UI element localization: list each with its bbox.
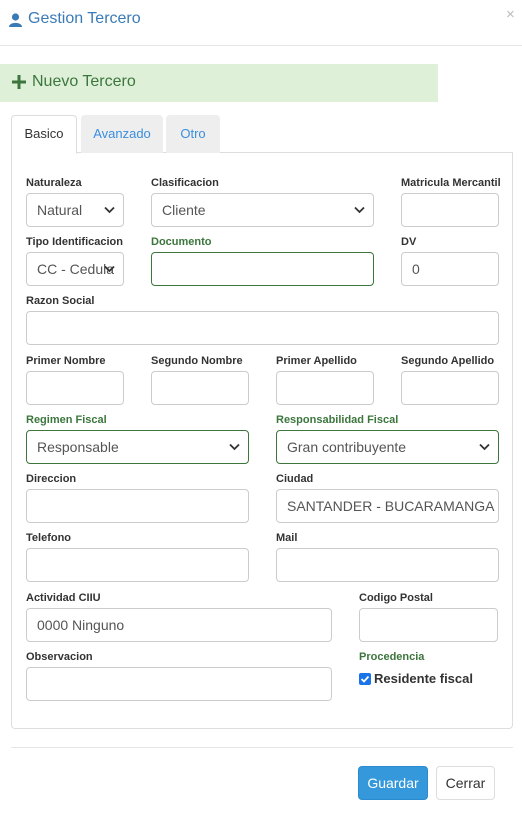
responsabilidad-fiscal-select[interactable] [276,430,499,464]
naturaleza-select[interactable] [26,193,124,227]
codigo-postal-label: Codigo Postal [359,592,433,604]
residente-fiscal-checkbox[interactable] [359,673,371,685]
direccion-input[interactable] [26,489,249,523]
razon-social-input[interactable] [26,311,499,345]
footer-divider [11,747,513,748]
ciudad-label: Ciudad [276,473,314,485]
matricula-input[interactable] [401,193,499,227]
chevron-down-icon [354,206,365,214]
check-icon [360,674,370,684]
close-icon[interactable]: × [506,6,515,23]
regimen-fiscal-select[interactable] [26,430,249,464]
chevron-down-icon [479,443,490,451]
direccion-label: Direccion [26,473,77,485]
regimen-fiscal-value: Responsable [37,439,119,455]
segundo-nombre-input[interactable] [151,371,249,405]
documento-label: Documento [151,236,212,248]
responsabilidad-fiscal-label: Responsabilidad Fiscal [276,414,399,426]
tipo-identificacion-label: Tipo Identificacion [26,236,123,248]
user-icon [9,13,22,27]
clasificacion-select[interactable] [151,193,374,227]
banner-title: Nuevo Tercero [32,73,136,90]
segundo-nombre-label: Segundo Nombre [151,355,243,367]
plus-icon [11,74,27,90]
new-tercero-banner [0,64,438,102]
chevron-down-icon [104,265,115,273]
clasificacion-label: Clasificacion [151,177,219,189]
observacion-input[interactable] [26,667,332,701]
tab-avanzado[interactable]: Avanzado [81,115,163,153]
tab-bar [11,115,513,153]
tipo-identificacion-value: CC - Cedula [37,261,115,277]
clasificacion-value: Cliente [162,202,206,218]
cerrar-button[interactable]: Cerrar [436,766,495,800]
residente-fiscal-label[interactable]: Residente fiscal [374,671,473,686]
primer-nombre-input[interactable] [26,371,124,405]
naturaleza-label: Naturaleza [26,177,82,189]
primer-apellido-label: Primer Apellido [276,355,357,367]
modal-title: Gestion Tercero [28,10,141,27]
matricula-label: Matricula Mercantil [401,177,501,189]
tipo-identificacion-select[interactable] [26,252,124,286]
guardar-button[interactable]: Guardar [358,766,428,800]
segundo-apellido-input[interactable] [401,371,499,405]
naturaleza-value: Natural [37,202,83,218]
dv-input[interactable]: 0 [401,252,499,286]
tab-basico[interactable]: Basico [11,115,77,154]
chevron-down-icon [104,206,115,214]
documento-input[interactable] [151,252,374,286]
ciudad-input[interactable]: SANTANDER - BUCARAMANGA [276,489,499,523]
dv-label: DV [401,236,417,248]
telefono-input[interactable] [26,548,249,582]
mail-input[interactable] [276,548,499,582]
chevron-down-icon [229,443,240,451]
actividad-ciiu-label: Actividad CIIU [26,592,101,604]
modal-header [0,0,522,46]
mail-label: Mail [276,532,298,544]
razon-social-label: Razon Social [26,295,95,307]
segundo-apellido-label: Segundo Apellido [401,355,495,367]
responsabilidad-fiscal-value: Gran contribuyente [287,439,407,455]
regimen-fiscal-label: Regimen Fiscal [26,414,107,426]
primer-nombre-label: Primer Nombre [26,355,106,367]
primer-apellido-input[interactable] [276,371,374,405]
telefono-label: Telefono [26,532,72,544]
tab-otro[interactable]: Otro [166,115,220,153]
procedencia-label: Procedencia [359,651,425,663]
codigo-postal-input[interactable] [359,608,498,642]
observacion-label: Observacion [26,651,93,663]
actividad-ciiu-input[interactable]: 0000 Ninguno [26,608,332,642]
